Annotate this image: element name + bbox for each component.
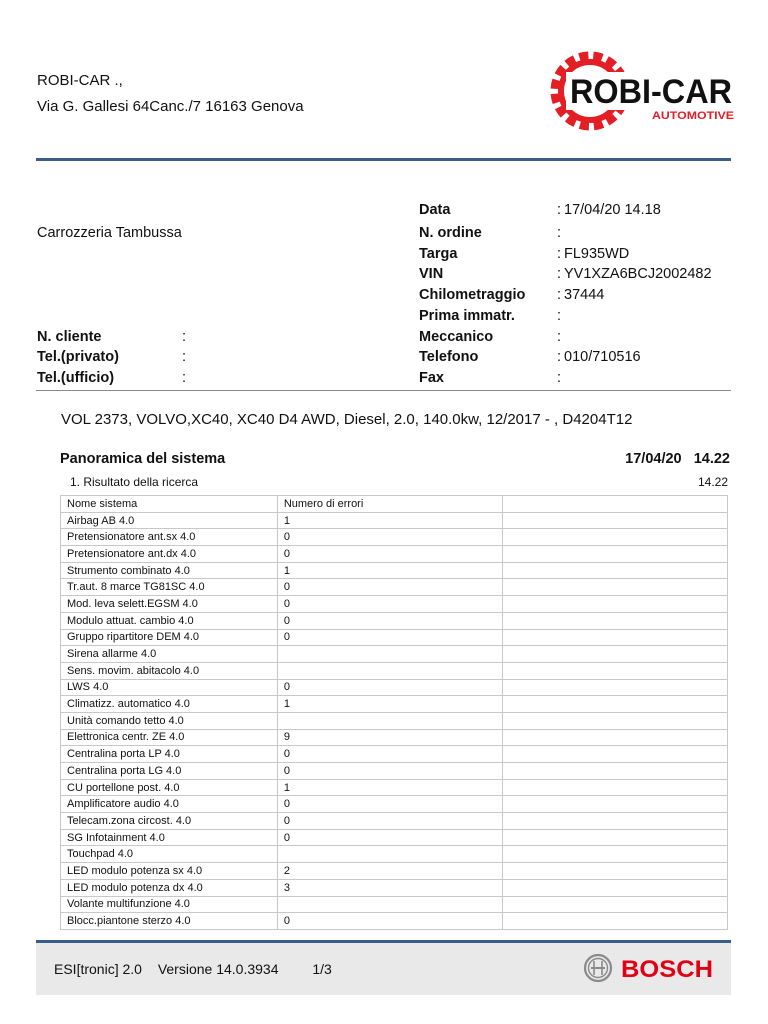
immatr-label: Prima immatr. <box>419 308 515 324</box>
empty-cell <box>502 646 728 663</box>
system-name-cell: Mod. leva selett.EGSM 4.0 <box>61 596 278 613</box>
empty-cell <box>502 612 728 629</box>
data-value: 17/04/20 14.18 <box>564 202 661 218</box>
table-row <box>61 562 728 579</box>
table-row <box>61 612 728 629</box>
error-count-cell: 0 <box>277 546 502 563</box>
error-count-cell: 0 <box>277 529 502 546</box>
error-count-cell: 9 <box>277 729 502 746</box>
header-divider <box>36 158 731 161</box>
table-row <box>61 696 728 713</box>
system-name-cell: SG Infotainment 4.0 <box>61 829 278 846</box>
error-count-cell <box>277 846 502 863</box>
empty-cell <box>502 529 728 546</box>
system-name-cell: LED modulo potenza dx 4.0 <box>61 879 278 896</box>
empty-cell <box>502 763 728 780</box>
error-count-cell: 0 <box>277 612 502 629</box>
system-table <box>60 495 728 930</box>
table-row <box>61 746 728 763</box>
empty-cell <box>502 879 728 896</box>
system-name-cell: Sirena allarme 4.0 <box>61 646 278 663</box>
overview-date: 17/04/20 <box>625 451 682 467</box>
customer-name: Carrozzeria Tambussa <box>37 225 182 241</box>
footer-info <box>54 960 344 978</box>
table-row <box>61 796 728 813</box>
table-row <box>61 763 728 780</box>
error-count-cell: 0 <box>277 913 502 930</box>
company-address: Via G. Gallesi 64Canc./7 16163 Genova <box>37 98 304 115</box>
bosch-wordmark: BOSCH <box>621 956 713 983</box>
table-row <box>61 662 728 679</box>
error-count-cell: 1 <box>277 779 502 796</box>
table-row <box>61 512 728 529</box>
telefono-value: 010/710516 <box>564 349 641 365</box>
cliente-label: N. cliente <box>37 329 102 345</box>
empty-cell <box>502 512 728 529</box>
empty-cell <box>502 629 728 646</box>
teluff-sep: : <box>182 370 187 386</box>
system-name-cell: Elettronica centr. ZE 4.0 <box>61 729 278 746</box>
error-count-cell: 0 <box>277 629 502 646</box>
empty-cell <box>502 546 728 563</box>
ordine-label: N. ordine <box>419 225 482 241</box>
table-row <box>61 813 728 830</box>
targa-value: FL935WD <box>564 246 630 262</box>
empty-cell <box>502 679 728 696</box>
error-count-cell: 0 <box>277 829 502 846</box>
ordine-sep: : <box>557 225 562 241</box>
km-sep: : <box>557 287 562 303</box>
footer-version: Versione 14.0.3934 <box>157 961 279 977</box>
error-count-cell: 2 <box>277 863 502 880</box>
logo-subtext: AUTOMOTIVE <box>652 110 734 122</box>
bosch-armature-icon <box>585 955 611 981</box>
table-row <box>61 546 728 563</box>
overview-time: 14.22 <box>693 451 730 467</box>
error-count-cell: 3 <box>277 879 502 896</box>
table-row <box>61 829 728 846</box>
empty-cell <box>502 746 728 763</box>
empty-cell <box>502 796 728 813</box>
immatr-sep: : <box>557 308 562 324</box>
vin-value: YV1XZA6BCJ2002482 <box>564 266 712 282</box>
system-name-cell: Pretensionatore ant.sx 4.0 <box>61 529 278 546</box>
empty-cell <box>502 712 728 729</box>
table-row <box>61 529 728 546</box>
empty-cell <box>502 779 728 796</box>
table-row <box>61 579 728 596</box>
error-count-cell <box>277 662 502 679</box>
table-row <box>61 679 728 696</box>
targa-label: Targa <box>419 246 458 262</box>
system-name-cell: CU portellone post. 4.0 <box>61 779 278 796</box>
system-name-cell: Strumento combinato 4.0 <box>61 562 278 579</box>
empty-cell <box>502 696 728 713</box>
error-count-cell: 0 <box>277 763 502 780</box>
vehicle-description: VOL 2373, VOLVO,XC40, XC40 D4 AWD, Diesel, 2.0, 140.0kw, 12/2017 - , D4204T12 <box>61 411 633 428</box>
col-empty-header <box>502 496 728 513</box>
bosch-logo <box>581 951 721 985</box>
error-count-cell: 0 <box>277 579 502 596</box>
meccanico-sep: : <box>557 329 562 345</box>
teluff-label: Tel.(ufficio) <box>37 370 115 386</box>
vin-label: VIN <box>419 266 444 282</box>
empty-cell <box>502 896 728 913</box>
system-name-cell: Amplificatore audio 4.0 <box>61 796 278 813</box>
system-table-body <box>61 512 728 929</box>
error-count-cell: 0 <box>277 796 502 813</box>
table-row <box>61 596 728 613</box>
error-count-cell: 0 <box>277 679 502 696</box>
table-row <box>61 629 728 646</box>
system-name-cell: Airbag AB 4.0 <box>61 512 278 529</box>
error-count-cell <box>277 712 502 729</box>
search-result-heading: 1. Risultato della ricerca <box>70 475 199 489</box>
vin-sep: : <box>557 266 562 282</box>
system-name-cell: Blocc.piantone sterzo 4.0 <box>61 913 278 930</box>
table-row <box>61 896 728 913</box>
system-name-cell: LWS 4.0 <box>61 679 278 696</box>
empty-cell <box>502 579 728 596</box>
telefono-label: Telefono <box>419 349 479 365</box>
empty-cell <box>502 913 728 930</box>
data-sep: : <box>557 202 562 218</box>
system-name-cell: Gruppo ripartitore DEM 4.0 <box>61 629 278 646</box>
telpriv-sep: : <box>182 349 187 365</box>
robi-car-logo <box>548 50 738 132</box>
table-row <box>61 646 728 663</box>
overview-datetime <box>625 449 730 469</box>
system-name-cell: Unità comando tetto 4.0 <box>61 712 278 729</box>
system-name-cell: Sens. movim. abitacolo 4.0 <box>61 662 278 679</box>
error-count-cell <box>277 646 502 663</box>
search-result-time: 14.22 <box>697 475 728 489</box>
table-row <box>61 879 728 896</box>
system-name-cell: Pretensionatore ant.dx 4.0 <box>61 546 278 563</box>
table-row <box>61 779 728 796</box>
empty-cell <box>502 562 728 579</box>
system-name-cell: LED modulo potenza sx 4.0 <box>61 863 278 880</box>
telefono-sep: : <box>557 349 562 365</box>
system-name-cell: Centralina porta LG 4.0 <box>61 763 278 780</box>
system-name-cell: Touchpad 4.0 <box>61 846 278 863</box>
company-name: ROBI-CAR ., <box>37 72 123 89</box>
footer-product: ESI[tronic] 2.0 <box>54 961 142 977</box>
empty-cell <box>502 729 728 746</box>
targa-sep: : <box>557 246 562 262</box>
empty-cell <box>502 829 728 846</box>
system-name-cell: Climatizz. automatico 4.0 <box>61 696 278 713</box>
error-count-cell <box>277 896 502 913</box>
table-row <box>61 846 728 863</box>
system-name-cell: Modulo attuat. cambio 4.0 <box>61 612 278 629</box>
fax-label: Fax <box>419 370 444 386</box>
system-name-cell: Centralina porta LP 4.0 <box>61 746 278 763</box>
page-footer <box>36 940 731 995</box>
empty-cell <box>502 596 728 613</box>
col-errors-header: Numero di errori <box>277 496 502 513</box>
error-count-cell: 1 <box>277 562 502 579</box>
table-row <box>61 729 728 746</box>
logo-text: ROBI-CAR <box>570 73 732 111</box>
error-count-cell: 1 <box>277 696 502 713</box>
system-name-cell: Telecam.zona circost. 4.0 <box>61 813 278 830</box>
system-name-cell: Tr.aut. 8 marce TG81SC 4.0 <box>61 579 278 596</box>
empty-cell <box>502 863 728 880</box>
cliente-sep: : <box>182 329 187 345</box>
col-system-header: Nome sistema <box>61 496 278 513</box>
error-count-cell: 0 <box>277 596 502 613</box>
fax-sep: : <box>557 370 562 386</box>
system-name-cell: Volante multifunzione 4.0 <box>61 896 278 913</box>
table-row <box>61 913 728 930</box>
empty-cell <box>502 662 728 679</box>
table-row <box>61 863 728 880</box>
telpriv-label: Tel.(privato) <box>37 349 119 365</box>
table-row <box>61 712 728 729</box>
error-count-cell: 0 <box>277 746 502 763</box>
meccanico-label: Meccanico <box>419 329 494 345</box>
data-label: Data <box>419 202 451 218</box>
overview-title: Panoramica del sistema <box>60 451 226 467</box>
table-header-row <box>61 496 728 513</box>
info-divider <box>36 390 731 391</box>
km-value: 37444 <box>564 287 605 303</box>
empty-cell <box>502 813 728 830</box>
km-label: Chilometraggio <box>419 287 526 303</box>
error-count-cell: 1 <box>277 512 502 529</box>
error-count-cell: 0 <box>277 813 502 830</box>
footer-page: 1/3 <box>312 961 332 977</box>
empty-cell <box>502 846 728 863</box>
